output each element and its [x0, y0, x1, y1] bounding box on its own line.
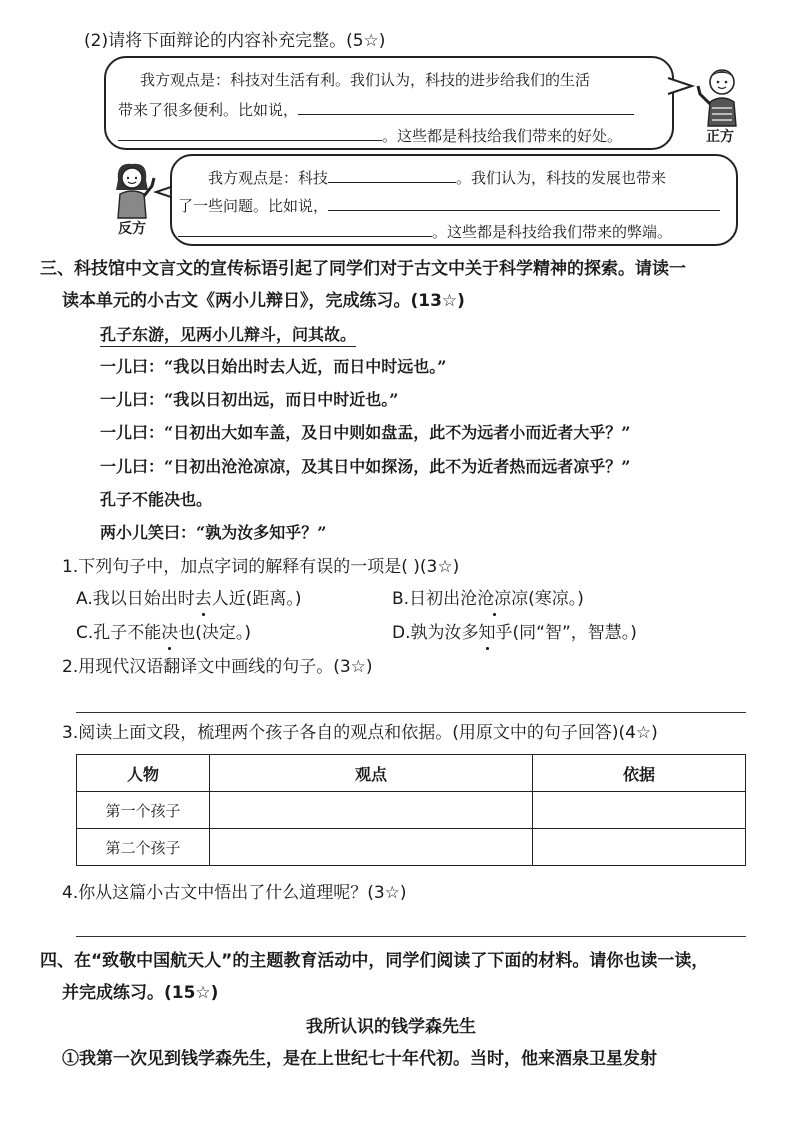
question-2: 2.用现代汉语翻译文中画线的句子。(3☆) — [62, 657, 373, 677]
question-4: 4.你从这篇小古文中悟出了什么道理呢？(3☆) — [62, 883, 407, 903]
pro-blank-2[interactable] — [118, 124, 382, 141]
table-row — [77, 792, 746, 829]
pro-bubble-tail — [666, 74, 696, 100]
classical-text-line-7: 两小儿笑曰：“孰为汝多知乎？” — [100, 523, 327, 542]
question-2-answer-line[interactable] — [76, 712, 746, 713]
classical-text-line-3: 一儿曰：“我以日初出远，而日中时近也。” — [100, 390, 399, 409]
option-a[interactable]: A.我以日始出时去人近(距离。) — [76, 589, 302, 609]
option-b[interactable]: B.日初出沧沧凉凉(寒凉。) — [392, 589, 584, 609]
table-cell-viewpoint-1[interactable] — [210, 792, 533, 829]
section-3-title-line-2: 读本单元的小古文《两小儿辩日》，完成练习。(13☆) — [62, 291, 465, 311]
table-row-label: 第二个孩子 — [77, 829, 210, 866]
article-paragraph-1: ①我第一次见到钱学森先生，是在上世纪七十年代初。当时，他来酒泉卫星发射 — [62, 1049, 657, 1069]
table-header-person: 人物 — [77, 755, 210, 792]
con-blank-2[interactable] — [328, 194, 720, 211]
table-row-label: 第一个孩子 — [77, 792, 210, 829]
pro-line-1: 我方观点是：科技对生活有利。我们认为，科技的进步给我们的生活 — [140, 71, 591, 89]
option-c-dotted-word: 决 — [161, 623, 179, 643]
con-blank-1[interactable] — [328, 166, 456, 183]
viewpoint-table — [76, 754, 746, 866]
pro-label: 正方 — [706, 129, 734, 145]
pro-line-3: 。这些都是科技给我们带来的好处。 — [118, 124, 622, 146]
classical-text-line-6: 孔子不能决也。 — [100, 490, 213, 509]
table-header-viewpoint: 观点 — [210, 755, 533, 792]
question-4-answer-line[interactable] — [76, 936, 746, 937]
q2-heading: (2)请将下面辩论的内容补充完整。(5☆) — [84, 31, 386, 51]
option-d[interactable]: D.孰为汝多知乎(同“智”，智慧。) — [392, 623, 637, 643]
question-1: 1.下列句子中，加点字词的解释有误的一项是( )(3☆) — [62, 557, 460, 577]
classical-text-line-5: 一儿曰：“日初出沧沧凉凉，及其日中如探汤，此不为近者热而远者凉乎？” — [100, 457, 631, 476]
classical-text-line-1: 孔子东游，见两小儿辩斗，问其故。 — [100, 324, 356, 347]
section-4-title-line-1: 四、在“致敬中国航天人”的主题教育活动中，同学们阅读了下面的材料。请你也读一读， — [40, 951, 709, 971]
con-line-2: 了一些问题。比如说， — [178, 194, 720, 216]
girl-figure-icon — [106, 160, 158, 220]
option-d-dotted-word: 知 — [478, 623, 496, 643]
article-title: 我所认识的钱学森先生 — [306, 1017, 476, 1037]
con-blank-3[interactable] — [178, 220, 432, 237]
question-3: 3.阅读上面文段，梳理两个孩子各自的观点和依据。(用原文中的句子回答)(4☆) — [62, 723, 658, 743]
table-cell-evidence-1[interactable] — [533, 792, 746, 829]
section-4-title-line-2: 并完成练习。(15☆) — [62, 983, 219, 1003]
table-cell-viewpoint-2[interactable] — [210, 829, 533, 866]
pro-speech-bubble — [104, 56, 674, 150]
table-cell-evidence-2[interactable] — [533, 829, 746, 866]
con-line-1: 我方观点是：科技 。我们认为，科技的发展也带来 — [208, 166, 666, 188]
con-label: 反方 — [118, 221, 146, 237]
pro-blank-1[interactable] — [298, 98, 634, 115]
classical-text-line-2: 一儿曰：“我以日始出时去人近，而日中时远也。” — [100, 357, 447, 376]
option-c[interactable]: C.孔子不能决也(决定。) — [76, 623, 252, 643]
con-speech-bubble — [170, 154, 738, 246]
boy-figure-icon — [694, 64, 750, 128]
table-header-evidence: 依据 — [533, 755, 746, 792]
option-b-dotted-word: 沧沧凉凉 — [460, 589, 529, 609]
section-3-title-line-1: 三、科技馆中文言文的宣传标语引起了同学们对于古文中关于科学精神的探索。请读一 — [40, 259, 686, 279]
pro-line-2: 带来了很多便利。比如说， — [118, 98, 634, 120]
classical-text-line-4: 一儿曰：“日初出大如车盖，及日中则如盘盂，此不为远者小而近者大乎？” — [100, 423, 631, 442]
table-row — [77, 829, 746, 866]
option-a-dotted-word: 去 — [194, 589, 212, 609]
con-line-3: 。这些都是科技给我们带来的弊端。 — [178, 220, 672, 242]
table-header-row — [77, 755, 746, 792]
